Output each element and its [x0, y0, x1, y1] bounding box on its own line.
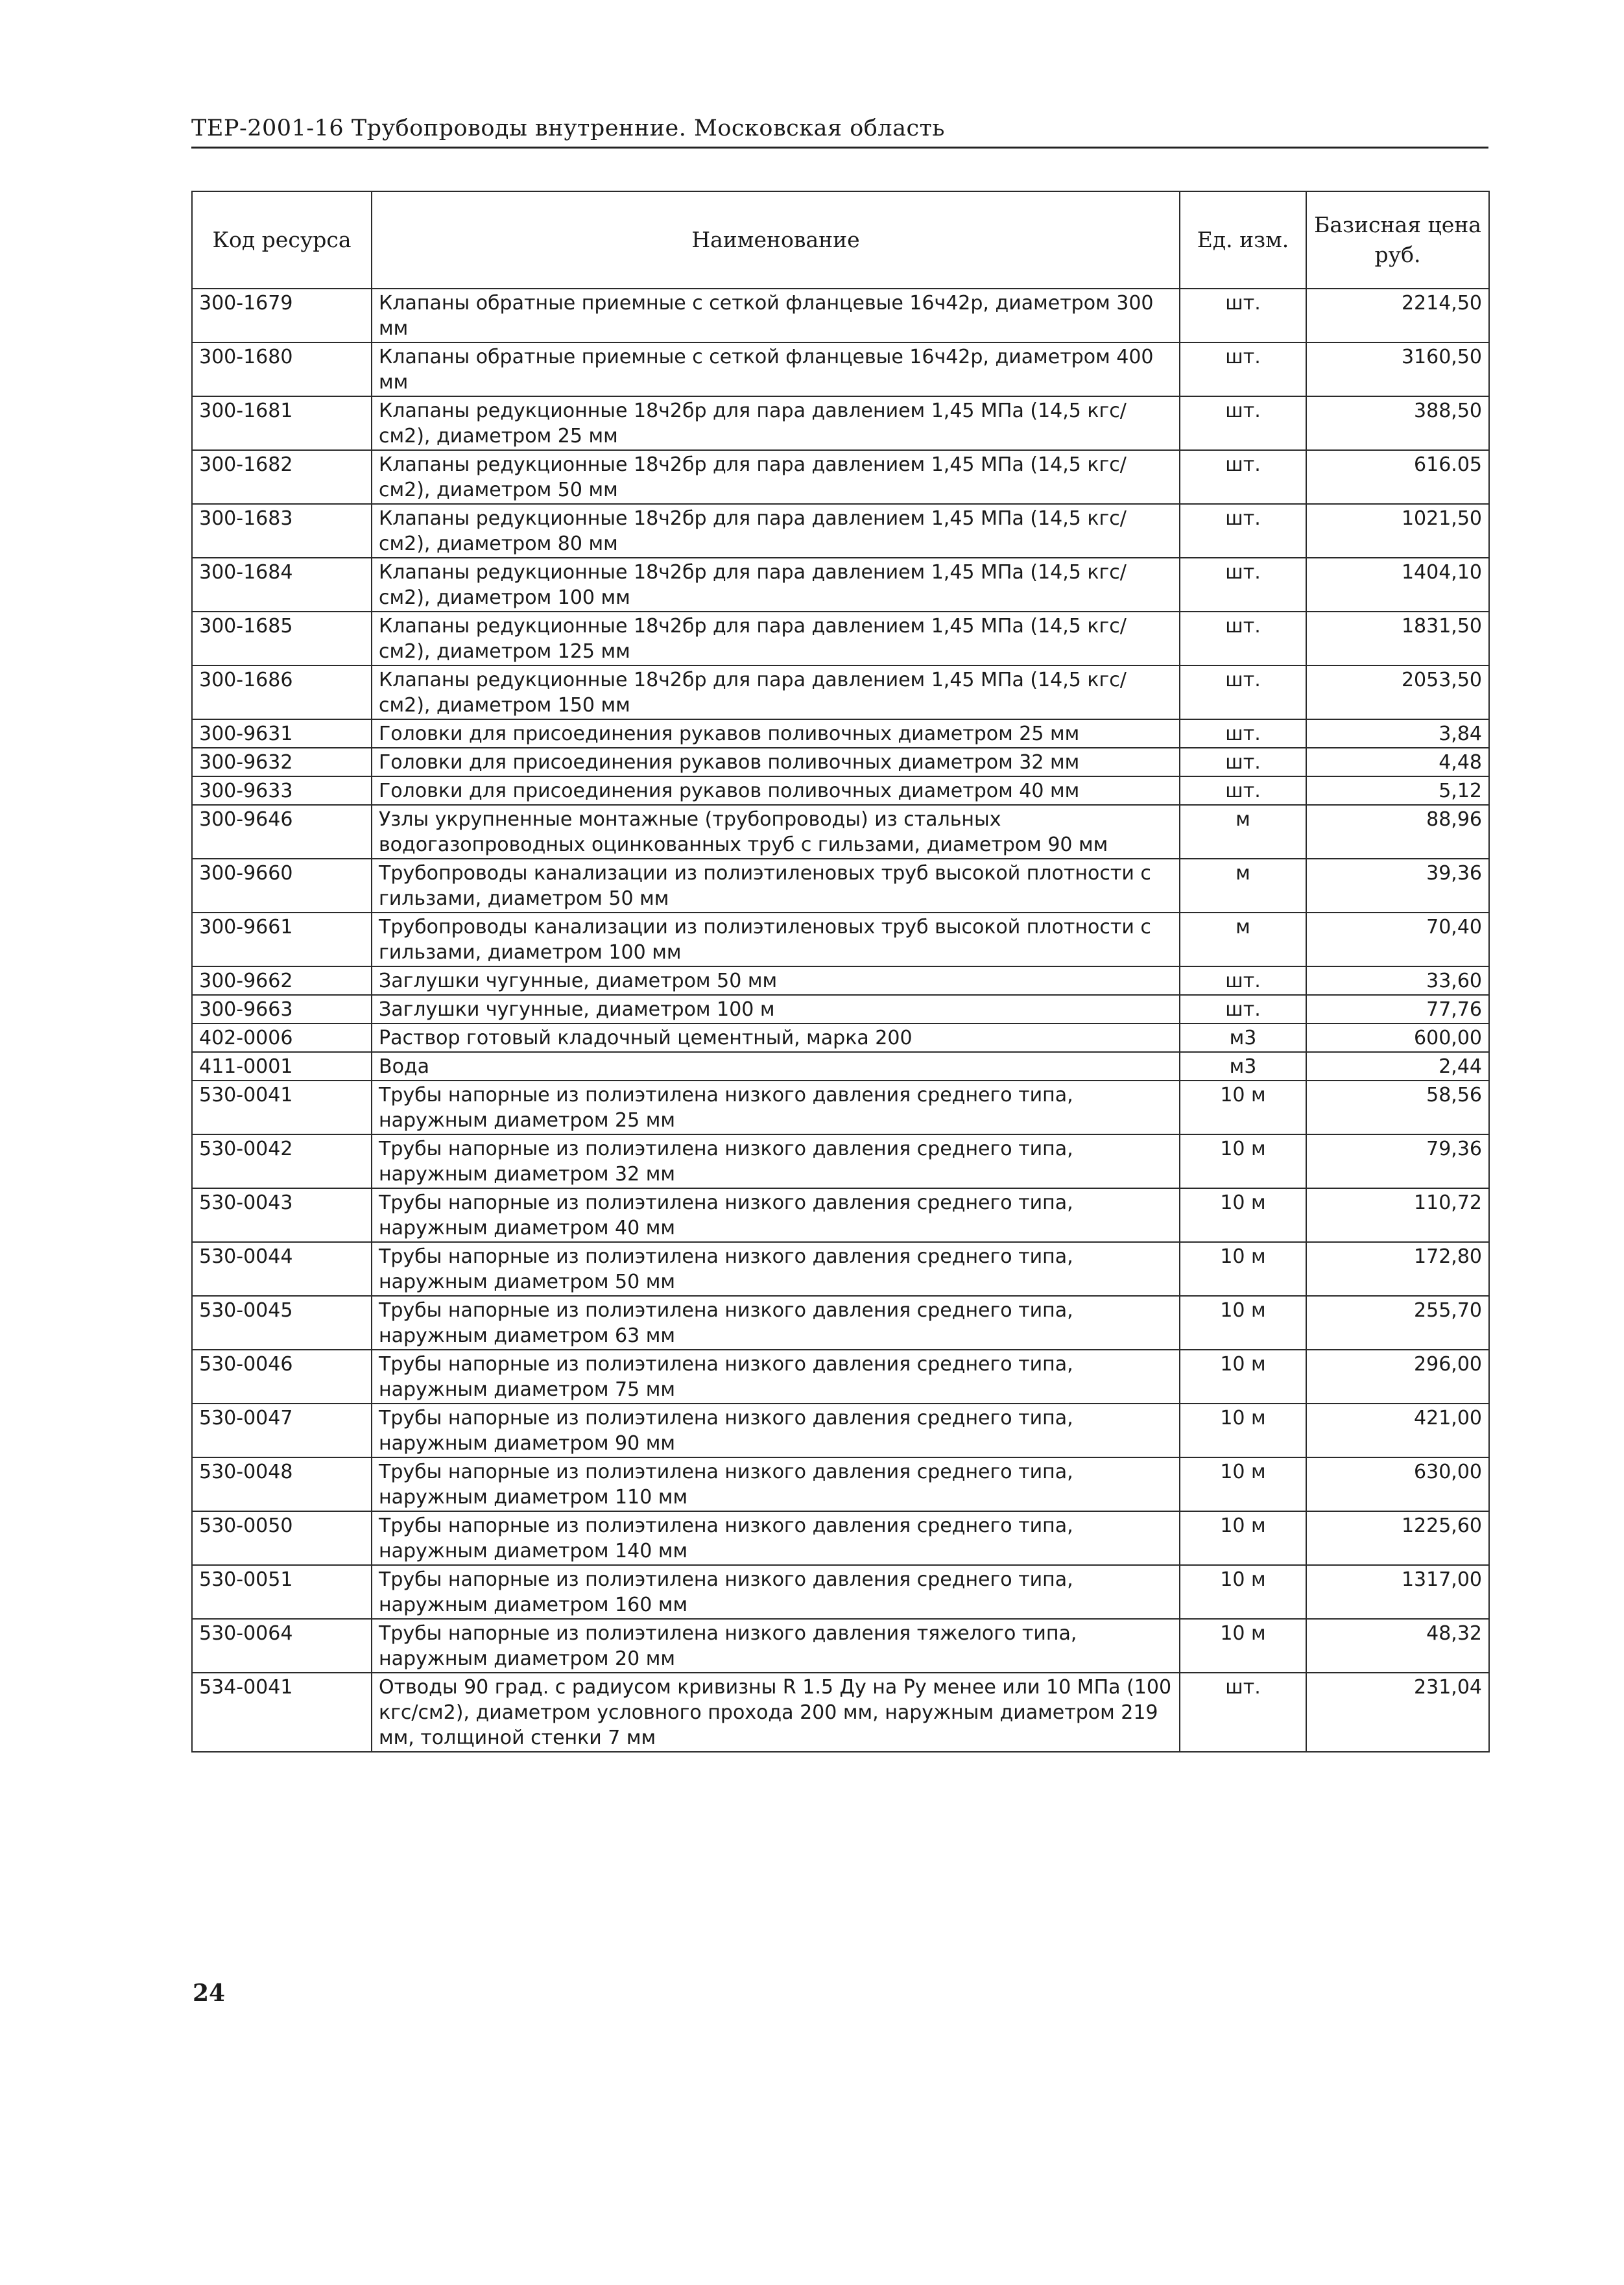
cell-price: 79,36: [1306, 1134, 1489, 1188]
table-row: [192, 913, 1489, 966]
cell-price: 110,72: [1306, 1188, 1489, 1242]
table-row: [192, 805, 1489, 859]
cell-price: 296,00: [1306, 1350, 1489, 1404]
table-row: [192, 719, 1489, 748]
cell-code: 411-0001: [192, 1052, 372, 1081]
cell-unit: м: [1180, 859, 1306, 913]
cell-code: 300-9632: [192, 748, 372, 776]
cell-name: Трубы напорные из полиэтилена низкого давления среднего типа, наружным диаметром 25 мм: [372, 1081, 1180, 1134]
cell-unit: 10 м: [1180, 1457, 1306, 1511]
cell-name: Трубы напорные из полиэтилена низкого давления среднего типа, наружным диаметром 63 мм: [372, 1296, 1180, 1350]
cell-price: 5,12: [1306, 776, 1489, 805]
cell-code: 300-1686: [192, 665, 372, 719]
cell-name: Заглушки чугунные, диаметром 50 мм: [372, 966, 1180, 995]
cell-name: Клапаны обратные приемные с сеткой фланцевые 16ч42р, диаметром 400 мм: [372, 342, 1180, 396]
cell-code: 300-9662: [192, 966, 372, 995]
cell-unit: 10 м: [1180, 1188, 1306, 1242]
cell-code: 530-0050: [192, 1511, 372, 1565]
cell-unit: 10 м: [1180, 1242, 1306, 1296]
cell-name: Клапаны редукционные 18ч2бр для пара давлением 1,45 МПа (14,5 кгс/см2), диаметром 150 мм: [372, 665, 1180, 719]
cell-code: 300-1682: [192, 450, 372, 504]
cell-unit: шт.: [1180, 558, 1306, 612]
cell-price: 33,60: [1306, 966, 1489, 995]
cell-unit: шт.: [1180, 1673, 1306, 1752]
table-row: [192, 1242, 1489, 1296]
table-row: [192, 1404, 1489, 1457]
cell-name: Раствор готовый кладочный цементный, марка 200: [372, 1023, 1180, 1052]
table-row: [192, 558, 1489, 612]
cell-price: 58,56: [1306, 1081, 1489, 1134]
cell-name: Головки для присоединения рукавов поливочных диаметром 25 мм: [372, 719, 1180, 748]
table-row: [192, 450, 1489, 504]
table-row: [192, 776, 1489, 805]
cell-price: 48,32: [1306, 1619, 1489, 1673]
cell-price: 39,36: [1306, 859, 1489, 913]
cell-price: 421,00: [1306, 1404, 1489, 1457]
cell-price: 1317,00: [1306, 1565, 1489, 1619]
cell-name: Трубы напорные из полиэтилена низкого давления среднего типа, наружным диаметром 50 мм: [372, 1242, 1180, 1296]
cell-unit: 10 м: [1180, 1511, 1306, 1565]
cell-price: 600,00: [1306, 1023, 1489, 1052]
table-row: [192, 748, 1489, 776]
cell-code: 530-0041: [192, 1081, 372, 1134]
cell-unit: 10 м: [1180, 1404, 1306, 1457]
table-row: [192, 1052, 1489, 1081]
cell-name: Заглушки чугунные, диаметром 100 м: [372, 995, 1180, 1023]
cell-code: 300-9660: [192, 859, 372, 913]
cell-code: 300-1680: [192, 342, 372, 396]
cell-code: 530-0047: [192, 1404, 372, 1457]
cell-name: Клапаны обратные приемные с сеткой фланцевые 16ч42р, диаметром 300 мм: [372, 289, 1180, 342]
cell-code: 300-9631: [192, 719, 372, 748]
cell-code: 530-0064: [192, 1619, 372, 1673]
cell-name: Клапаны редукционные 18ч2бр для пара давлением 1,45 МПа (14,5 кгс/см2), диаметром 125 мм: [372, 612, 1180, 665]
table-row: [192, 1619, 1489, 1673]
cell-code: 402-0006: [192, 1023, 372, 1052]
table-row: [192, 1188, 1489, 1242]
cell-price: 3160,50: [1306, 342, 1489, 396]
column-header-unit: Ед. изм.: [1180, 191, 1306, 289]
cell-unit: 10 м: [1180, 1565, 1306, 1619]
cell-name: Клапаны редукционные 18ч2бр для пара давлением 1,45 МПа (14,5 кгс/см2), диаметром 25 мм: [372, 396, 1180, 450]
cell-name: Трубы напорные из полиэтилена низкого давления среднего типа, наружным диаметром 140 мм: [372, 1511, 1180, 1565]
cell-unit: шт.: [1180, 995, 1306, 1023]
cell-price: 88,96: [1306, 805, 1489, 859]
cell-name: Клапаны редукционные 18ч2бр для пара давлением 1,45 МПа (14,5 кгс/см2), диаметром 80 мм: [372, 504, 1180, 558]
cell-unit: м: [1180, 913, 1306, 966]
table-row: [192, 504, 1489, 558]
cell-name: Отводы 90 град. с радиусом кривизны R 1.5 Ду на Ру менее или 10 МПа (100 кгс/см2), диаметром условного прохода 200 мм, наружным диаметром 219 мм, толщиной стенки 7 мм: [372, 1673, 1180, 1752]
cell-price: 3,84: [1306, 719, 1489, 748]
table-row: [192, 995, 1489, 1023]
table-row: [192, 859, 1489, 913]
cell-name: Трубы напорные из полиэтилена низкого давления среднего типа, наружным диаметром 40 мм: [372, 1188, 1180, 1242]
cell-price: 388,50: [1306, 396, 1489, 450]
table-row: [192, 342, 1489, 396]
table-row: [192, 665, 1489, 719]
cell-unit: шт.: [1180, 966, 1306, 995]
cell-unit: м3: [1180, 1052, 1306, 1081]
cell-unit: м: [1180, 805, 1306, 859]
table-row: [192, 1565, 1489, 1619]
table-row: [192, 612, 1489, 665]
table-header: [192, 191, 1489, 289]
cell-price: 2214,50: [1306, 289, 1489, 342]
cell-unit: шт.: [1180, 289, 1306, 342]
column-header-price: Базисная цена руб.: [1306, 191, 1489, 289]
cell-price: 231,04: [1306, 1673, 1489, 1752]
cell-unit: 10 м: [1180, 1350, 1306, 1404]
cell-name: Трубы напорные из полиэтилена низкого давления среднего типа, наружным диаметром 160 мм: [372, 1565, 1180, 1619]
cell-unit: шт.: [1180, 450, 1306, 504]
cell-code: 300-9633: [192, 776, 372, 805]
cell-price: 1225,60: [1306, 1511, 1489, 1565]
cell-name: Трубопроводы канализации из полиэтиленовых труб высокой плотности с гильзами, диаметром 100 мм: [372, 913, 1180, 966]
page-header: ТЕР-2001-16 Трубопроводы внутренние. Московская область: [191, 115, 1488, 149]
page-number: 24: [193, 1980, 226, 2007]
cell-unit: 10 м: [1180, 1619, 1306, 1673]
table-row: [192, 1023, 1489, 1052]
table-row: [192, 1673, 1489, 1752]
cell-code: 300-1685: [192, 612, 372, 665]
cell-name: Трубы напорные из полиэтилена низкого давления среднего типа, наружным диаметром 110 мм: [372, 1457, 1180, 1511]
cell-code: 300-1684: [192, 558, 372, 612]
cell-price: 1021,50: [1306, 504, 1489, 558]
cell-code: 300-9663: [192, 995, 372, 1023]
cell-unit: 10 м: [1180, 1134, 1306, 1188]
cell-name: Трубопроводы канализации из полиэтиленовых труб высокой плотности с гильзами, диаметром 50 мм: [372, 859, 1180, 913]
cell-price: 70,40: [1306, 913, 1489, 966]
cell-code: 530-0048: [192, 1457, 372, 1511]
cell-unit: 10 м: [1180, 1296, 1306, 1350]
cell-code: 300-9661: [192, 913, 372, 966]
cell-unit: шт.: [1180, 665, 1306, 719]
cell-price: 1404,10: [1306, 558, 1489, 612]
table-row: [192, 1457, 1489, 1511]
cell-code: 300-1679: [192, 289, 372, 342]
cell-name: Головки для присоединения рукавов поливочных диаметром 32 мм: [372, 748, 1180, 776]
cell-code: 300-1683: [192, 504, 372, 558]
cell-price: 255,70: [1306, 1296, 1489, 1350]
table-body: [192, 289, 1489, 1752]
cell-unit: шт.: [1180, 719, 1306, 748]
table-row: [192, 1350, 1489, 1404]
cell-unit: м3: [1180, 1023, 1306, 1052]
cell-name: Трубы напорные из полиэтилена низкого давления среднего типа, наружным диаметром 75 мм: [372, 1350, 1180, 1404]
cell-code: 530-0046: [192, 1350, 372, 1404]
table-row: [192, 1511, 1489, 1565]
cell-name: Трубы напорные из полиэтилена низкого давления тяжелого типа, наружным диаметром 20 мм: [372, 1619, 1180, 1673]
table-row: [192, 289, 1489, 342]
cell-price: 77,76: [1306, 995, 1489, 1023]
cell-code: 300-9646: [192, 805, 372, 859]
table-row: [192, 396, 1489, 450]
cell-price: 2053,50: [1306, 665, 1489, 719]
cell-name: Клапаны редукционные 18ч2бр для пара давлением 1,45 МПа (14,5 кгс/см2), диаметром 50 мм: [372, 450, 1180, 504]
cell-name: Узлы укрупненные монтажные (трубопроводы) из стальных водогазопроводных оцинкованных труб с гильзами, диаметром 90 мм: [372, 805, 1180, 859]
cell-price: 1831,50: [1306, 612, 1489, 665]
cell-unit: шт.: [1180, 396, 1306, 450]
price-table: [191, 191, 1490, 1753]
cell-unit: шт.: [1180, 342, 1306, 396]
cell-unit: шт.: [1180, 612, 1306, 665]
cell-name: Головки для присоединения рукавов поливочных диаметром 40 мм: [372, 776, 1180, 805]
cell-code: 530-0043: [192, 1188, 372, 1242]
cell-name: Клапаны редукционные 18ч2бр для пара давлением 1,45 МПа (14,5 кгс/см2), диаметром 100 мм: [372, 558, 1180, 612]
cell-price: 630,00: [1306, 1457, 1489, 1511]
table-row: [192, 1081, 1489, 1134]
column-header-code: Код ресурса: [192, 191, 372, 289]
cell-unit: шт.: [1180, 748, 1306, 776]
table-header-row: [192, 191, 1489, 289]
cell-unit: шт.: [1180, 776, 1306, 805]
cell-price: 4,48: [1306, 748, 1489, 776]
cell-unit: шт.: [1180, 504, 1306, 558]
cell-name: Трубы напорные из полиэтилена низкого давления среднего типа, наружным диаметром 90 мм: [372, 1404, 1180, 1457]
cell-name: Вода: [372, 1052, 1180, 1081]
cell-code: 530-0042: [192, 1134, 372, 1188]
table-row: [192, 1134, 1489, 1188]
cell-code: 530-0051: [192, 1565, 372, 1619]
cell-code: 300-1681: [192, 396, 372, 450]
cell-code: 530-0044: [192, 1242, 372, 1296]
cell-price: 172,80: [1306, 1242, 1489, 1296]
table-row: [192, 966, 1489, 995]
column-header-name: Наименование: [372, 191, 1180, 289]
cell-code: 534-0041: [192, 1673, 372, 1752]
cell-price: 2,44: [1306, 1052, 1489, 1081]
cell-code: 530-0045: [192, 1296, 372, 1350]
cell-unit: 10 м: [1180, 1081, 1306, 1134]
table-row: [192, 1296, 1489, 1350]
cell-name: Трубы напорные из полиэтилена низкого давления среднего типа, наружным диаметром 32 мм: [372, 1134, 1180, 1188]
cell-price: 616.05: [1306, 450, 1489, 504]
